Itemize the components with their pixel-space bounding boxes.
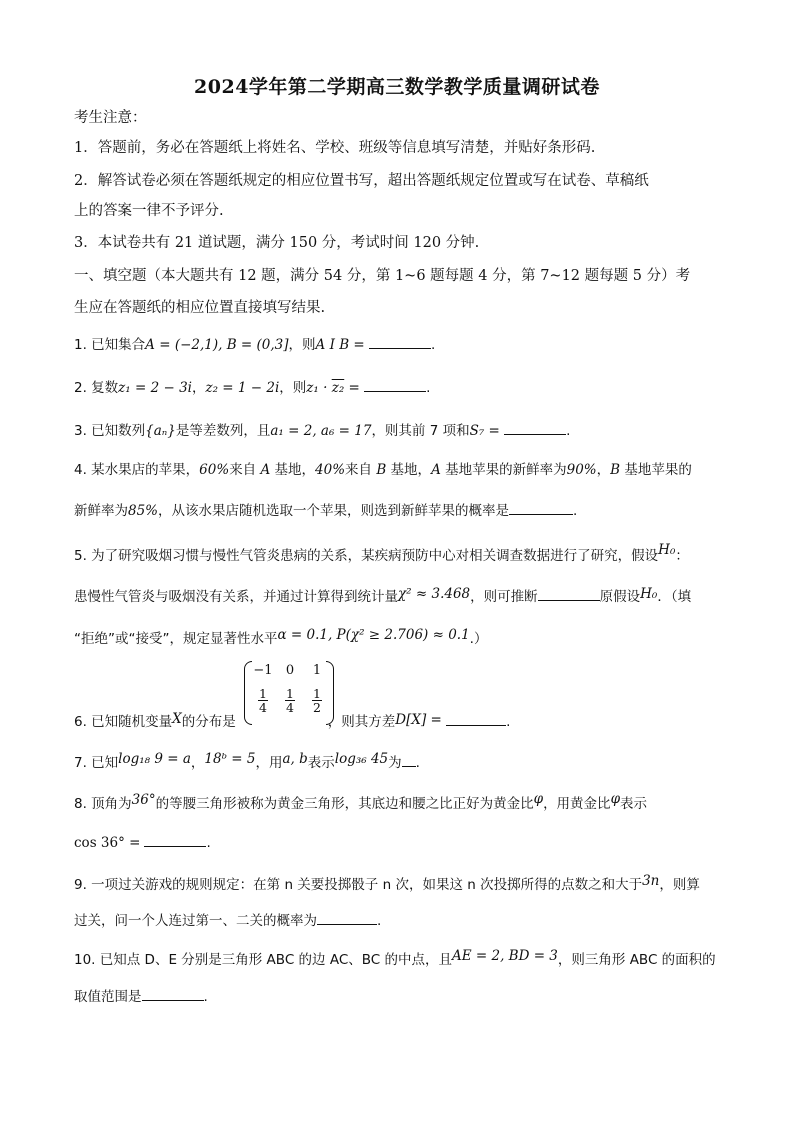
q9-text-pass: ，则算 xyxy=(659,877,700,893)
q10-text-range: 取值范围是 xyxy=(74,989,142,1005)
period: . xyxy=(206,835,211,851)
q5-text-stat: 患慢性气管炎与吸烟没有关系，并通过计算得到统计量 xyxy=(74,589,398,605)
q9-text: 9. 一项过关游戏的规则规定：在第 n 关要投掷骰子 n 次，如果这 n 次投掷所得的点数之和大于 xyxy=(74,877,643,893)
question-4-line2 xyxy=(74,500,720,522)
notice-item-1: 1．答题前，务必在答题纸上将姓名、学校、班级等信息填写清楚，并贴好条形码. xyxy=(74,140,596,156)
fraction-1-4: $\frac{1}{4}$ xyxy=(259,686,267,715)
q3-text-sum: ，则其前 7 项和 xyxy=(371,423,470,439)
q1-text-then: ，则 xyxy=(288,337,316,353)
q2-math-conjugate: z₂ xyxy=(331,380,345,396)
period: . xyxy=(377,913,382,929)
q3-text: 3. 已知数列 xyxy=(74,423,146,439)
q8-text: 8. 顶角为 xyxy=(74,796,132,812)
answer-blank xyxy=(369,334,431,349)
q3-text-mid: 是等差数列，且 xyxy=(175,423,271,439)
q4-base-b: B xyxy=(376,462,387,478)
q6-text: 6. 已知随机变量 xyxy=(74,714,173,730)
period: . xyxy=(506,714,511,730)
q4-text-rate-2: 新鲜率为 xyxy=(74,503,128,519)
q2-math-z2: z₂ = 1 − 2i xyxy=(205,380,280,396)
q7-math-log18: log₁₈ 9 = a xyxy=(118,751,191,767)
question-10-line2 xyxy=(74,986,720,1008)
q2-text: 2. 复数 xyxy=(74,380,119,396)
q4-text-apple: 基地苹果的 xyxy=(620,462,692,478)
q10-math-lengths: AE = 2, BD = 3 xyxy=(452,948,558,964)
question-6 xyxy=(74,711,720,733)
q2-math-z1: z₁ = 2 − 3i xyxy=(118,380,192,396)
answer-blank xyxy=(509,500,573,515)
q4-base-a: A xyxy=(260,462,271,478)
q7-text-express: 表示 xyxy=(307,755,335,771)
q9-text-question: 过关，问一个人连过第一、二关的概率为 xyxy=(74,913,317,929)
question-5-line3 xyxy=(74,628,720,650)
answer-blank xyxy=(504,420,566,435)
answer-blank xyxy=(364,377,426,392)
q4-text-base: 基地， xyxy=(270,462,316,478)
q5-text-hypothesis: 原假设 xyxy=(599,589,641,605)
answer-blank xyxy=(402,752,416,767)
q8-text-triangle: 的等腰三角形被称为黄金三角形，其底边和腰之比正好为黄金比 xyxy=(155,796,534,812)
q7-text-using: ，用 xyxy=(255,755,283,771)
q2-text-then: ，则 xyxy=(279,380,307,396)
matrix-cell: −1 xyxy=(253,663,273,678)
answer-blank xyxy=(446,711,506,726)
q4-percent-1: 60% xyxy=(199,462,230,478)
q2-math-equals: = xyxy=(344,380,360,396)
q10-text-area: ，则三角形 ABC 的面积的 xyxy=(557,952,716,968)
q2-math-product: z₁ · xyxy=(306,380,332,396)
answer-blank xyxy=(144,832,206,847)
question-2 xyxy=(74,377,720,399)
q3-math-sequence: {aₙ} xyxy=(145,423,176,439)
q1-math-intersection: A I B = xyxy=(315,337,365,353)
q4-percent-4: 85% xyxy=(128,503,159,519)
section-heading-line1: 一、填空题（本大题共有 12 题，满分 54 分，第 1~6 题每题 4 分，第 7~12 题每题 5 分）考 xyxy=(74,268,691,284)
q7-text-as: 为 xyxy=(388,755,402,771)
q10-text: 10. 已知点 D、E 分别是三角形 ABC 的边 AC、BC 的中点，且 xyxy=(74,952,452,968)
fraction-1-4: $\frac{1}{4}$ xyxy=(286,686,294,715)
notice-heading: 考生注意： xyxy=(74,110,147,126)
question-3 xyxy=(74,420,720,442)
q1-math-sets: A = (−2,1), B = (0,3] xyxy=(145,337,289,353)
page-title: 2024学年第二学期高三数学教学质量调研试卷 xyxy=(194,76,600,98)
q4-base-a-2: A xyxy=(431,462,441,478)
q3-math-terms: a₁ = 2, a₆ = 17 xyxy=(270,423,372,439)
notice-item-3: 3．本试卷共有 21 道试题，满分 150 分，考试时间 120 分钟. xyxy=(74,235,480,251)
q4-percent-3: 90% xyxy=(566,462,597,478)
q9-math-3n: 3n xyxy=(642,873,660,889)
q8-math-phi-2: φ xyxy=(610,791,621,807)
question-8-line2 xyxy=(74,832,720,854)
q7-text: 7. 已知 xyxy=(74,755,119,771)
answer-blank xyxy=(142,986,204,1001)
q4-text-from-2: 来自 xyxy=(345,462,377,478)
q5-math-chi: χ² ≈ 3.468 xyxy=(398,586,471,602)
question-10-line1 xyxy=(74,949,720,971)
q6-math-x: X xyxy=(172,711,182,727)
notice-item-2a: 2．解答试卷必须在答题纸规定的相应位置书写，超出答题纸规定位置或写在试卷、草稿纸 xyxy=(74,173,649,189)
q6-text-dist: 的分布是 xyxy=(181,714,236,730)
period: . xyxy=(573,503,578,519)
question-1 xyxy=(74,334,720,356)
q4-text-base-2: 基地， xyxy=(386,462,432,478)
question-4-line1 xyxy=(74,459,720,481)
answer-blank xyxy=(317,910,377,925)
question-9-line2 xyxy=(74,910,720,932)
q4-text-from: 来自 xyxy=(229,462,261,478)
q7-math-ab: a, b xyxy=(282,751,308,767)
q1-text: 1. 已知集合 xyxy=(74,337,146,353)
q5-math-h0-2: H₀ xyxy=(640,586,658,602)
q5-text-fill: ．（填 xyxy=(657,589,692,605)
question-7 xyxy=(74,752,720,774)
q5-math-alpha: α = 0.1, P(χ² ≥ 2.706) ≈ 0.1 xyxy=(277,627,470,643)
q8-text-using: ，用黄金比 xyxy=(543,796,611,812)
fraction-1-2: $\frac{1}{2}$ xyxy=(313,686,321,715)
matrix-cell: 1 xyxy=(312,663,322,678)
q6-text-variance: ，则其方差 xyxy=(327,714,396,730)
q7-math-log36: log₃₆ 45 xyxy=(334,751,389,767)
q5-math-h0: H₀ xyxy=(658,542,676,558)
q5-text: 5. 为了研究吸烟习惯与慢性气管炎患病的关系，某疾病预防中心对相关调查数据进行了研究，假设 xyxy=(74,548,659,564)
q3-math-s7: S₇ = xyxy=(469,423,500,439)
q7-math-power: 18ᵇ = 5 xyxy=(204,751,256,767)
q8-math-angle: 36° xyxy=(131,792,156,808)
comma: ， xyxy=(596,462,611,478)
question-5-line1 xyxy=(74,542,720,567)
answer-blank xyxy=(538,586,600,601)
period: . xyxy=(415,755,420,771)
q4-text-rate: 基地苹果的新鲜率为 xyxy=(440,462,567,478)
period: . xyxy=(426,380,431,396)
q4-percent-2: 40% xyxy=(315,462,346,478)
question-9-line1 xyxy=(74,874,720,896)
colon: ： xyxy=(675,548,689,564)
q8-text-express: 表示 xyxy=(620,796,648,812)
q4-base-b-2: B xyxy=(610,462,621,478)
question-8-line1 xyxy=(74,793,720,815)
period: . xyxy=(203,989,208,1005)
question-5-line2 xyxy=(74,586,720,608)
section-heading-line2: 生应在答题纸的相应位置直接填写结果. xyxy=(74,300,326,316)
period: . xyxy=(431,337,436,353)
q8-math-phi: φ xyxy=(533,791,544,807)
period: . xyxy=(566,423,571,439)
q6-math-variance: D[X] = xyxy=(395,712,442,728)
q5-text-end: .） xyxy=(469,631,488,647)
matrix-cell: 0 xyxy=(285,663,295,678)
q4-text-question: ，从该水果店随机选取一个苹果，则选到新鲜苹果的概率是 xyxy=(158,503,510,519)
q5-text-level: “拒绝”或“接受”，规定显著性水平 xyxy=(74,631,278,647)
notice-item-2b: 上的答案一律不予评分. xyxy=(74,203,224,219)
q5-text-infer: ，则可推断 xyxy=(470,589,538,605)
q8-math-cos: cos 36° = xyxy=(74,835,141,851)
comma: ， xyxy=(190,755,205,771)
q4-text: 4. 某水果店的苹果， xyxy=(74,462,200,478)
comma: ， xyxy=(191,380,206,396)
